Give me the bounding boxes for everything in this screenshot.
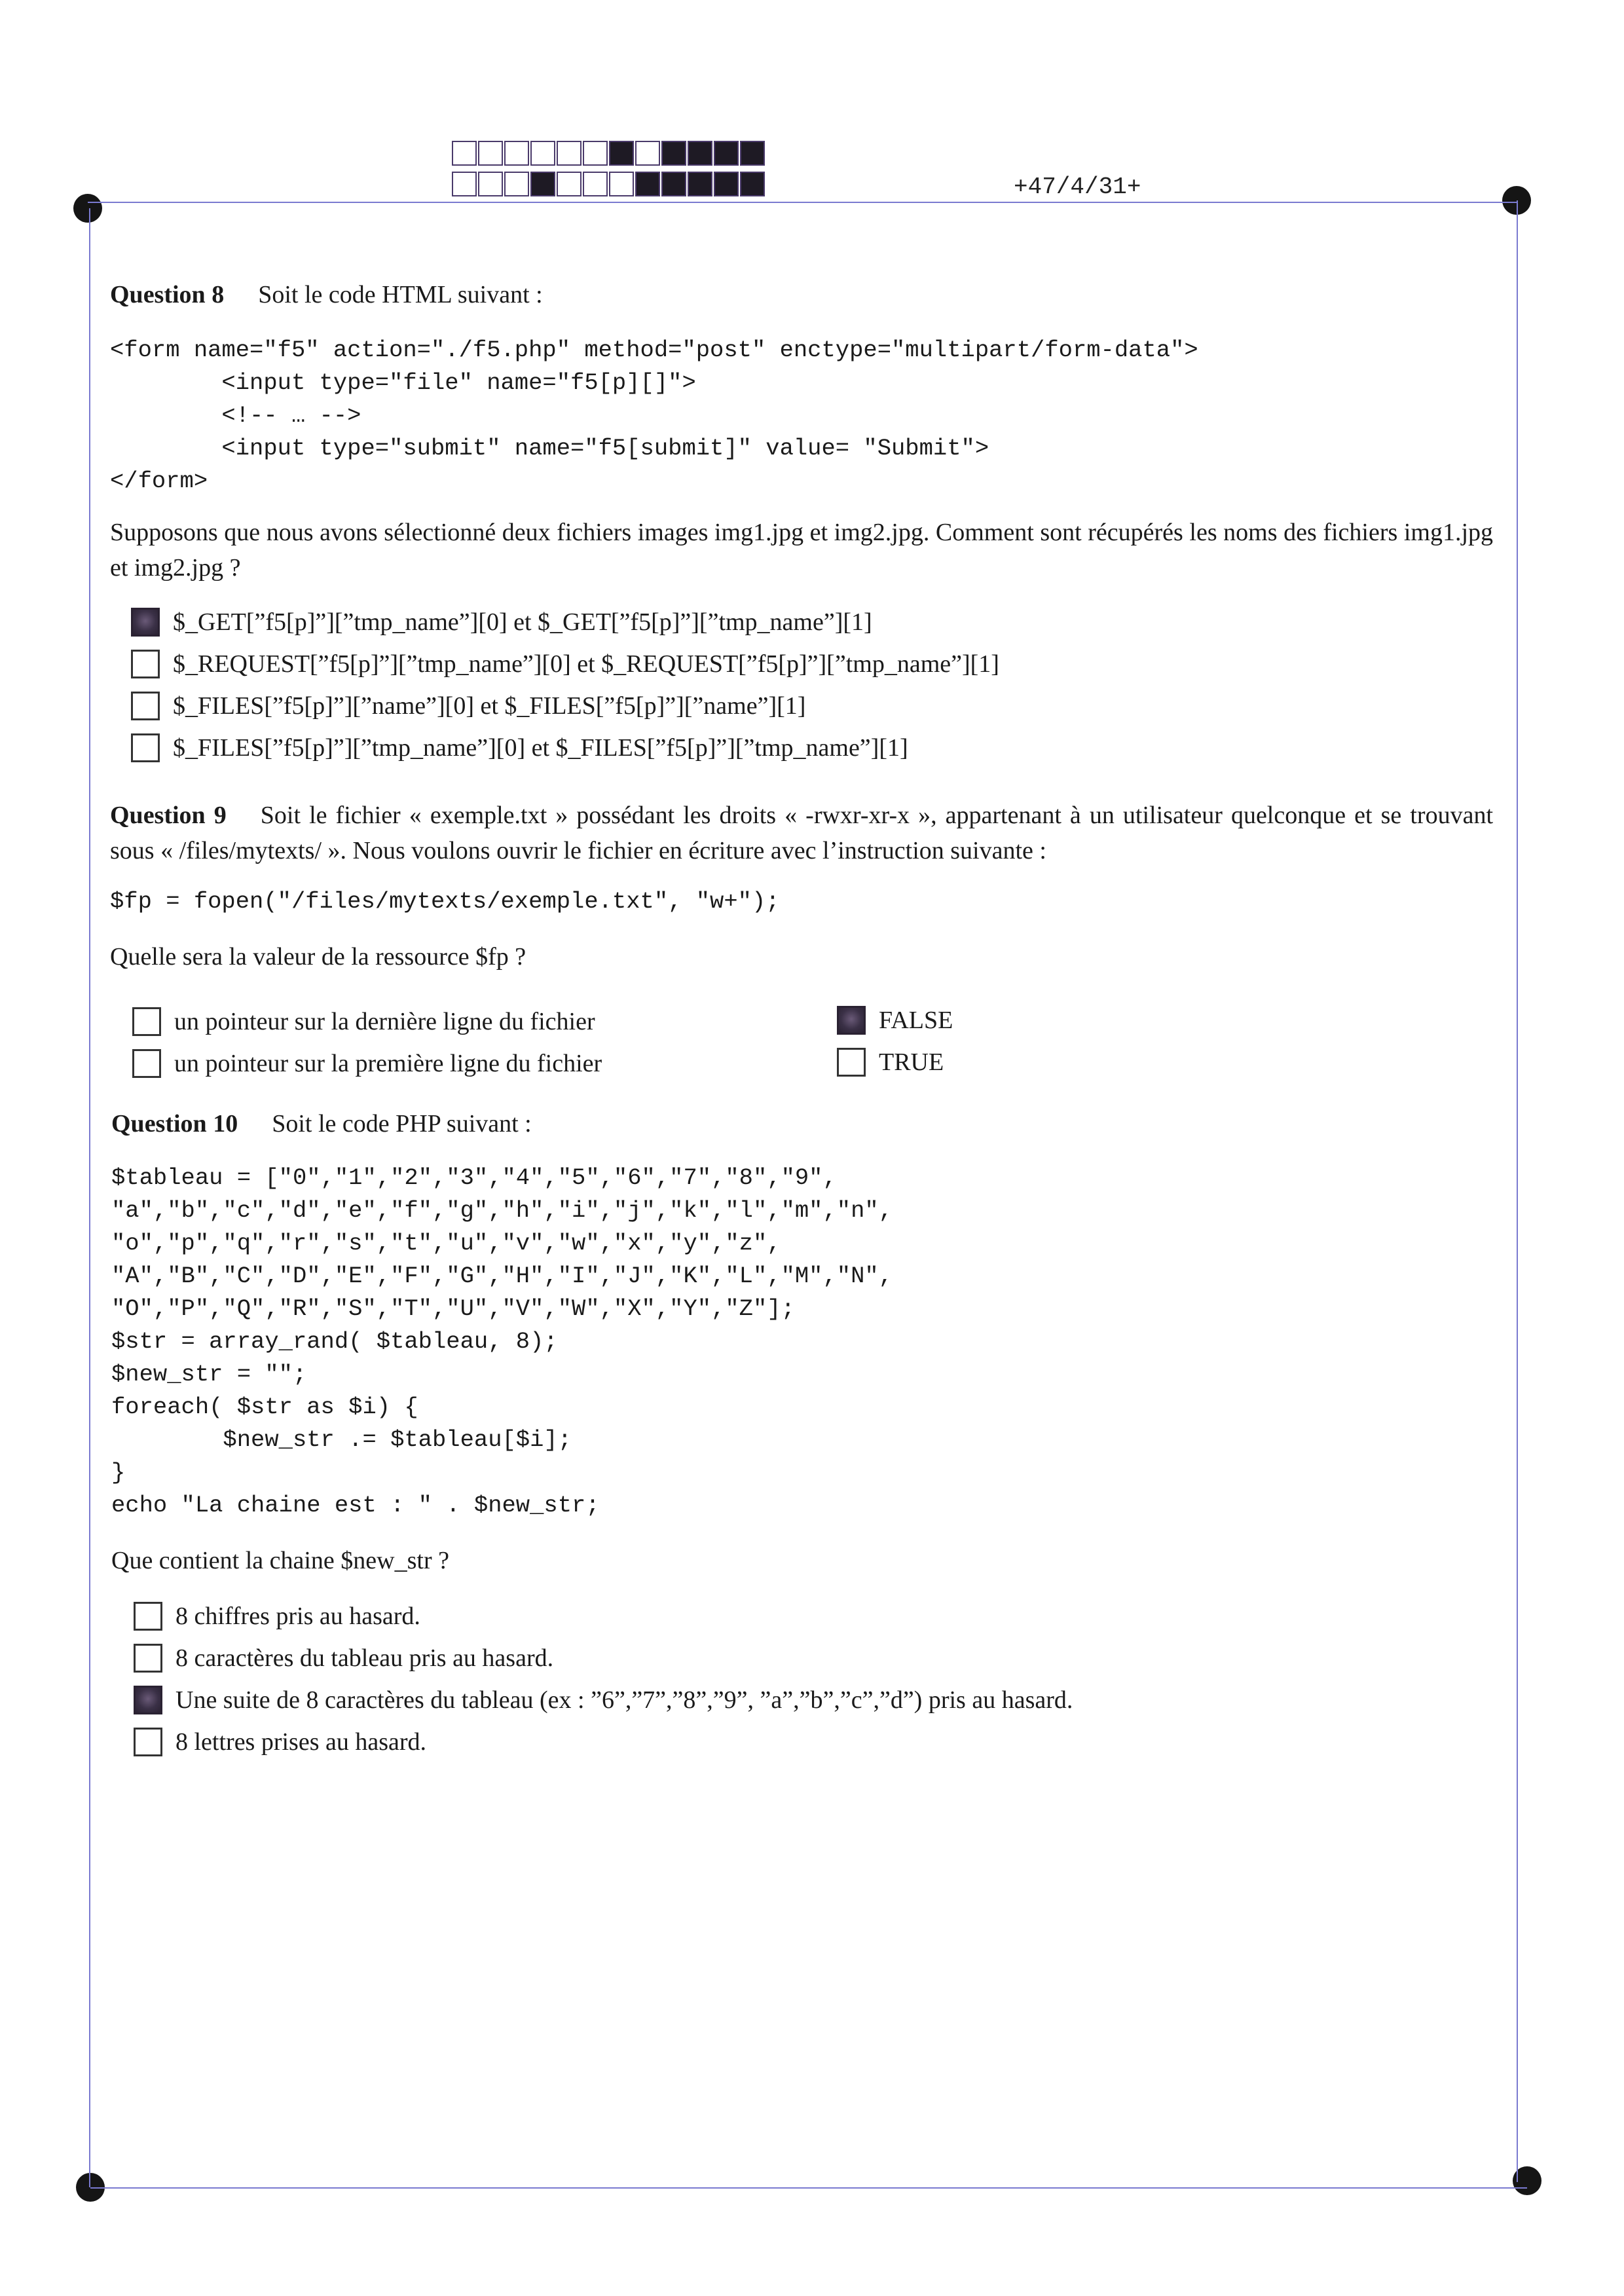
corner-marker-top-left bbox=[73, 194, 102, 223]
answer-checkbox[interactable] bbox=[132, 1007, 161, 1036]
code-box bbox=[661, 141, 686, 166]
question-10-text: Que contient la chaine $new_str ? bbox=[111, 1547, 449, 1574]
question-8-heading bbox=[110, 280, 543, 309]
question-8-code: <form name="f5" action="./f5.php" method="post" enctype="multipart/form-data"> <input type="file" name="f5[p][]"> <!-- … --> <input type="submit" name="f5[submit]" value= "Submit"> </form> bbox=[110, 337, 1198, 494]
question-9-intro: Soit le fichier « exemple.txt » possédant les droits « -rwxr-xr-x », appartenant à un utilisateur quelconque et se trouvant sous « /files/mytexts/ ». Nous voulons ouvrir le fichier en écriture avec l’instruction suivante : bbox=[110, 802, 1493, 864]
frame-left bbox=[89, 208, 90, 2187]
answer-option[interactable] bbox=[131, 727, 999, 769]
answer-text: $_FILES[”f5[p]”][”tmp_name”][0] et $_FILES[”f5[p]”][”tmp_name”][1] bbox=[173, 734, 908, 762]
code-box bbox=[557, 172, 581, 196]
frame-top bbox=[88, 202, 1517, 203]
answer-option[interactable] bbox=[837, 999, 953, 1041]
code-box bbox=[478, 141, 503, 166]
question-8-label: Question 8 bbox=[110, 281, 225, 308]
answer-option[interactable] bbox=[131, 685, 999, 727]
answer-checkbox[interactable] bbox=[134, 1686, 162, 1714]
code-box bbox=[714, 141, 739, 166]
answer-checkbox[interactable] bbox=[134, 1602, 162, 1631]
question-8-answers bbox=[131, 601, 999, 769]
page-code: +47/4/31+ bbox=[1014, 174, 1141, 200]
code-box bbox=[557, 141, 581, 166]
question-9-answers-right bbox=[837, 999, 953, 1083]
code-box bbox=[583, 141, 608, 166]
code-box bbox=[714, 172, 739, 196]
answer-option[interactable] bbox=[134, 1721, 1073, 1763]
question-8-intro: Soit le code HTML suivant : bbox=[258, 281, 543, 308]
code-box bbox=[478, 172, 503, 196]
question-9-code: $fp = fopen("/files/mytexts/exemple.txt", "w+"); bbox=[110, 888, 780, 915]
code-box bbox=[635, 172, 660, 196]
code-box bbox=[661, 172, 686, 196]
question-9-answers-left bbox=[132, 1001, 602, 1084]
answer-text: FALSE bbox=[879, 1007, 953, 1034]
question-9-label: Question 9 bbox=[110, 802, 227, 829]
code-boxes-row-1 bbox=[452, 141, 766, 166]
answer-text: 8 lettres prises au hasard. bbox=[175, 1728, 427, 1756]
answer-text: $_GET[”f5[p]”][”tmp_name”][0] et $_GET[”f5[p]”][”tmp_name”][1] bbox=[173, 608, 872, 636]
code-box bbox=[452, 141, 477, 166]
answer-checkbox[interactable] bbox=[837, 1048, 866, 1077]
question-9-intro-block bbox=[110, 798, 1493, 868]
answer-checkbox[interactable] bbox=[131, 650, 160, 678]
answer-option[interactable] bbox=[132, 1043, 602, 1084]
answer-text: 8 caractères du tableau pris au hasard. bbox=[175, 1644, 554, 1672]
code-box bbox=[635, 141, 660, 166]
answer-checkbox[interactable] bbox=[132, 1049, 161, 1078]
answer-option[interactable] bbox=[134, 1679, 1073, 1721]
code-box bbox=[504, 172, 529, 196]
code-box bbox=[740, 172, 765, 196]
code-box bbox=[530, 141, 555, 166]
question-10-answers bbox=[134, 1595, 1073, 1763]
answer-checkbox[interactable] bbox=[131, 692, 160, 720]
question-10-heading bbox=[111, 1109, 532, 1138]
answer-text: $_REQUEST[”f5[p]”][”tmp_name”][0] et $_REQUEST[”f5[p]”][”tmp_name”][1] bbox=[173, 650, 999, 678]
answer-text: $_FILES[”f5[p]”][”name”][0] et $_FILES[”f5[p]”][”name”][1] bbox=[173, 692, 806, 720]
answer-text: un pointeur sur la dernière ligne du fichier bbox=[174, 1008, 595, 1035]
code-box bbox=[583, 172, 608, 196]
frame-right bbox=[1517, 200, 1518, 2182]
code-box bbox=[609, 172, 634, 196]
code-box bbox=[452, 172, 477, 196]
question-8-text: Supposons que nous avons sélectionné deux fichiers images img1.jpg et img2.jpg. Comment sont récupérés les noms des fichiers img1.jpg et img2.jpg ? bbox=[110, 519, 1493, 582]
answer-checkbox[interactable] bbox=[134, 1728, 162, 1756]
answer-checkbox[interactable] bbox=[131, 608, 160, 637]
answer-option[interactable] bbox=[131, 643, 999, 685]
answer-checkbox[interactable] bbox=[131, 733, 160, 762]
question-10-label: Question 10 bbox=[111, 1110, 238, 1138]
code-box bbox=[688, 141, 712, 166]
question-9-text: Quelle sera la valeur de la ressource $fp ? bbox=[110, 943, 526, 971]
code-box bbox=[504, 141, 529, 166]
question-10-code: $tableau = ["0","1","2","3","4","5","6","7","8","9", "a","b","c","d","e","f","g","h","i","j","k","l","m","n", "o","p","q","r","s","t","u","v","w","x","y","z", "A","B","C","D","E","F","G","H","I","J","K","L","M","N", "O","P","Q","R","S","T","U","V","W","X","Y","Z"]; $str = array_rand( $tableau, 8); $new_str = ""; foreach( $str as $i) { $new_str .= $tableau[$i]; } echo "La chaine est : " . $new_str; bbox=[111, 1164, 893, 1519]
answer-text: TRUE bbox=[879, 1048, 944, 1076]
code-box bbox=[740, 141, 765, 166]
answer-option[interactable] bbox=[837, 1041, 953, 1083]
answer-option[interactable] bbox=[132, 1001, 602, 1043]
answer-text: un pointeur sur la première ligne du fichier bbox=[174, 1050, 602, 1077]
frame-bottom bbox=[90, 2187, 1527, 2189]
answer-text: Une suite de 8 caractères du tableau (ex : ”6”,”7”,”8”,”9”, ”a”,”b”,”c”,”d”) pris au hasard. bbox=[175, 1686, 1073, 1714]
answer-text: 8 chiffres pris au hasard. bbox=[175, 1602, 420, 1630]
question-10-intro: Soit le code PHP suivant : bbox=[272, 1110, 532, 1138]
code-boxes-row-2 bbox=[452, 172, 766, 196]
code-box bbox=[688, 172, 712, 196]
answer-checkbox[interactable] bbox=[837, 1006, 866, 1035]
answer-option[interactable] bbox=[131, 601, 999, 643]
answer-option[interactable] bbox=[134, 1637, 1073, 1679]
answer-checkbox[interactable] bbox=[134, 1644, 162, 1673]
code-box bbox=[530, 172, 555, 196]
answer-option[interactable] bbox=[134, 1595, 1073, 1637]
code-box bbox=[609, 141, 634, 166]
